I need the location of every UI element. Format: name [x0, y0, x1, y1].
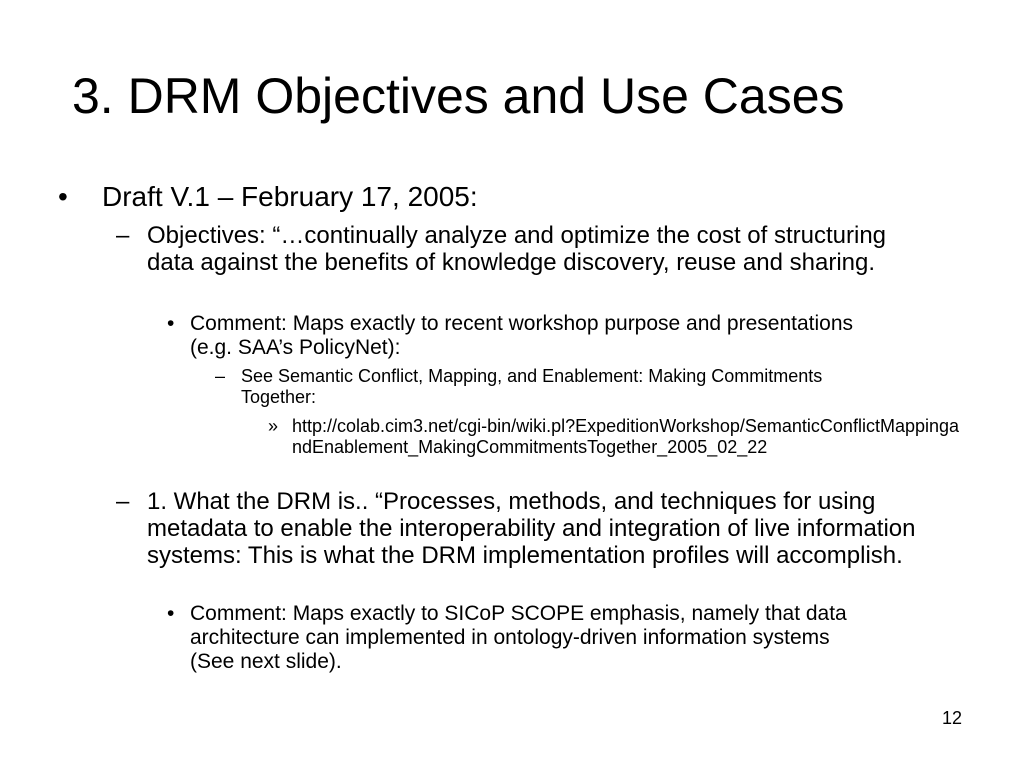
bullet-comment-sicop: [167, 602, 857, 674]
chevron-marker: »: [268, 416, 279, 436]
bullet-comment-workshop: [167, 312, 857, 360]
bullet-objectives: [116, 222, 916, 276]
bullet-draft: [58, 180, 958, 214]
bullet-url: [268, 416, 968, 458]
bullet-see-semantic: [215, 366, 855, 408]
bullet-marker: •: [167, 312, 175, 335]
bullet-text-comment-sicop: Comment: Maps exactly to SICoP SCOPE emphasis, namely that data architecture can implemented in ontology-driven information systems (See next slide).: [190, 602, 847, 673]
dash-marker: –: [215, 366, 226, 386]
bullet-text-objectives: Objectives: “…continually analyze and optimize the cost of structuring data against the benefits of knowledge discovery, reuse and sharing.: [147, 222, 887, 276]
bullet-what-drm-is: [116, 488, 916, 569]
bullet-marker: •: [58, 181, 68, 212]
slide-title: 3. DRM Objectives and Use Cases: [72, 68, 845, 124]
dash-marker: –: [116, 488, 130, 515]
bullet-text-comment-workshop: Comment: Maps exactly to recent workshop purpose and presentations (e.g. SAA’s PolicyNet):: [190, 312, 854, 359]
wiki-link[interactable]: http://colab.cim3.net/cgi-bin/wiki.pl?ExpeditionWorkshop/SemanticConflictMappingandEnablement_MakingCommitmentsTogether_2005_02_22: [292, 416, 960, 457]
slide-number: 12: [941, 708, 962, 728]
bullet-text-see-semantic: See Semantic Conflict, Mapping, and Enablement: Making Commitments Together:: [241, 366, 823, 407]
dash-marker: –: [116, 222, 130, 249]
bullet-text-draft: Draft V.1 – February 17, 2005:: [102, 181, 478, 212]
bullet-marker: •: [167, 602, 175, 625]
bullet-text-what-drm-is: 1. What the DRM is.. “Processes, methods, and techniques for using metadata to enable the interoperability and integration of live information systems: This is what the DRM implementation profiles will accomplish.: [147, 488, 916, 569]
